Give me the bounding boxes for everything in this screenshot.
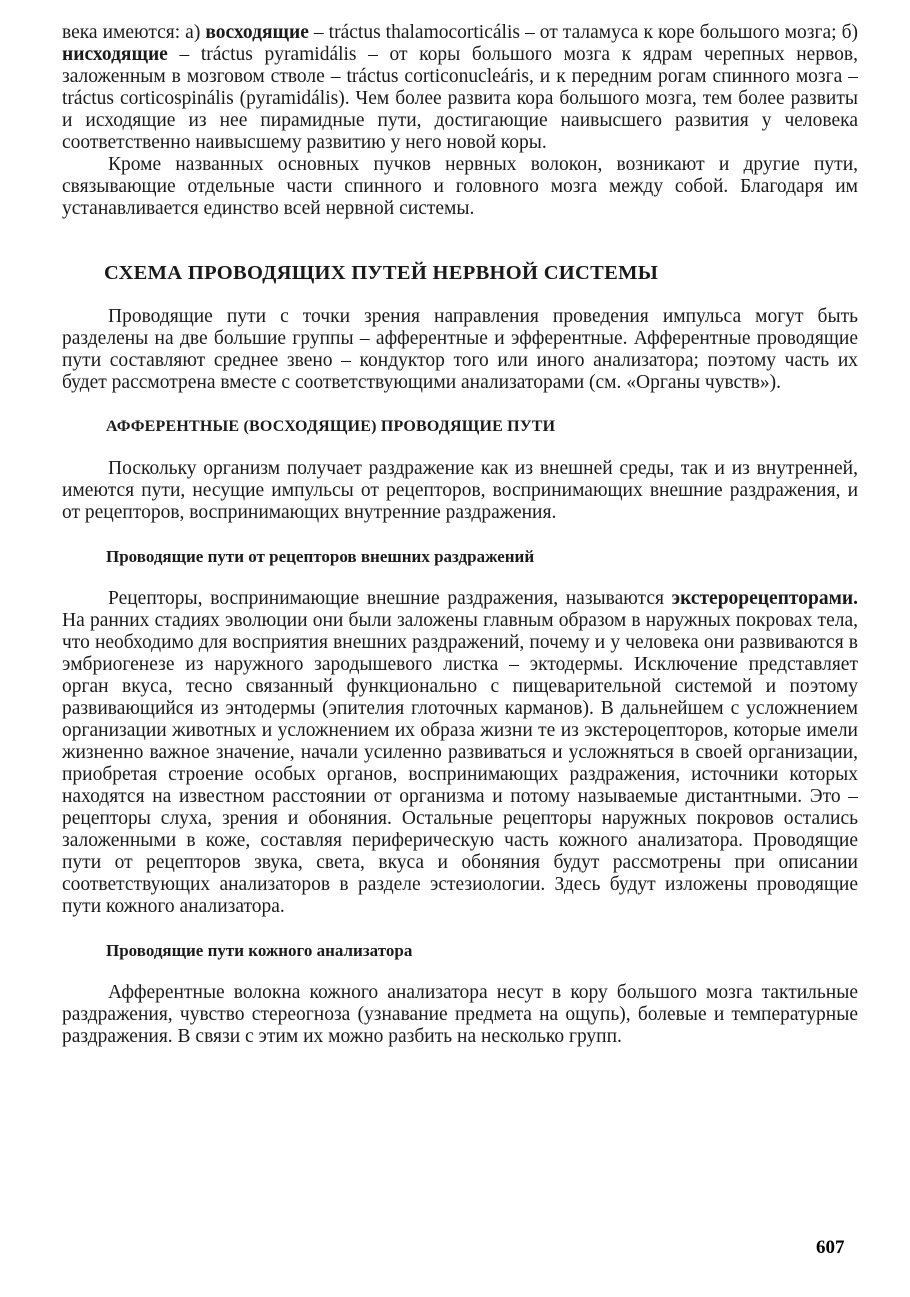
page-text (62, 22, 858, 1048)
term-descending: нисходящие (62, 44, 168, 65)
section-title: СХЕМА ПРОВОДЯЩИХ ПУТЕЙ НЕРВНОЙ СИСТЕМЫ (104, 262, 659, 284)
term-exteroceptors: экстерорецепторами. (671, 588, 858, 609)
paragraph-5 (62, 588, 858, 918)
paragraph-5-text-a: Рецепторы, воспринимающие внешние раздражения, называются (108, 588, 672, 609)
paragraph-2: Кроме названных основных пучков нервных волокон, возникают и другие пути, связывающие отдельные части спинного и головного мозга между собой. Благодаря им устанавливается единство всей нервной системы. (62, 154, 858, 219)
subsection-title: АФФЕРЕНТНЫЕ (ВОСХОДЯЩИЕ) ПРОВОДЯЩИЕ ПУТИ (106, 418, 556, 435)
paragraph-1-text-b: – tráctus thalamocorticális – от таламуса к коре большого мозга; б) (308, 22, 858, 43)
term-ascending: восходящие (205, 22, 309, 43)
paragraph-5-text-b: На ранних стадиях эволюции они были заложены главным образом в наружных покровах тела, что необходимо для восприятия внешних раздражений, почему и у человека они развиваются в эмбриогенезе из наружного зародышевого листка – эктодермы. Исключение представляет орган вкуса, тесно связанный функционально с пищеварительной системой и поэтому развивающийся из энтодермы (эпителия глоточных карманов). В дальнейшем с усложнением организации животных и усложнением их образа жизни те из экстероцепторов, которые имели жизненно важное значение, начали усиленно развиваться и усложняться в своей организации, приобретая строение особых органов, воспринимающих раздражения, источники которых находятся на известном расстоянии от организма и потому называемые дистантными. Это – рецепторы слуха, зрения и обоняния. Остальные рецепторы наружных покровов остались заложенными в коже, составляя периферическую часть кожного анализатора. Проводящие пути от рецепторов звука, света, вкуса и обоняния будут рассмотрены при описании соответствующих анализаторов в разделе эстезиологии. Здесь будут изложены проводящие пути кожного анализатора. (62, 610, 858, 917)
subheading-skin-analyzer: Проводящие пути кожного анализатора (106, 941, 413, 960)
paragraph-4: Поскольку организм получает раздражение как из внешней среды, так и из внутренней, имеются пути, несущие импульсы от рецепторов, воспринимающих внешние раздражения, и от рецепторов, воспринимающих внутренние раздражения. (62, 458, 858, 523)
paragraph-1-text-c: – tráctus pyramidális – от коры большого мозга к ядрам черепных нервов, заложенным в мозговом стволе – tráctus corticonucleáris, и к передним рогам спинного мозга – tráctus corticospinális (pyramidális). Чем более развита кора большого мозга, тем более развиты и исходящие из нее пирамидные пути, достигающие наивысшего развития у человека соответственно наивысшему развитию у него новой коры. (62, 44, 858, 153)
paragraph-1-text-a: века имеются: а) (62, 22, 206, 43)
paragraph-6: Афферентные волокна кожного анализатора несут в кору большого мозга тактильные раздражения, чувство стереогноза (узнавание предмета на ощупь), болевые и температурные раздражения. В связи с этим их можно разбить на несколько групп. (62, 982, 858, 1047)
subheading-external-receptors: Проводящие пути от рецепторов внешних раздражений (106, 547, 535, 566)
paragraph-1 (62, 22, 858, 154)
page-number: 607 (816, 1237, 845, 1258)
paragraph-3: Проводящие пути с точки зрения направления проведения импульса могут быть разделены на две большие группы – афферентные и эфферентные. Афферентные проводящие пути составляют среднее звено – кондуктор того или иного анализатора; поэтому часть их будет рассмотрена вместе с соответствующими анализаторами (см. «Органы чувств»). (62, 306, 858, 393)
